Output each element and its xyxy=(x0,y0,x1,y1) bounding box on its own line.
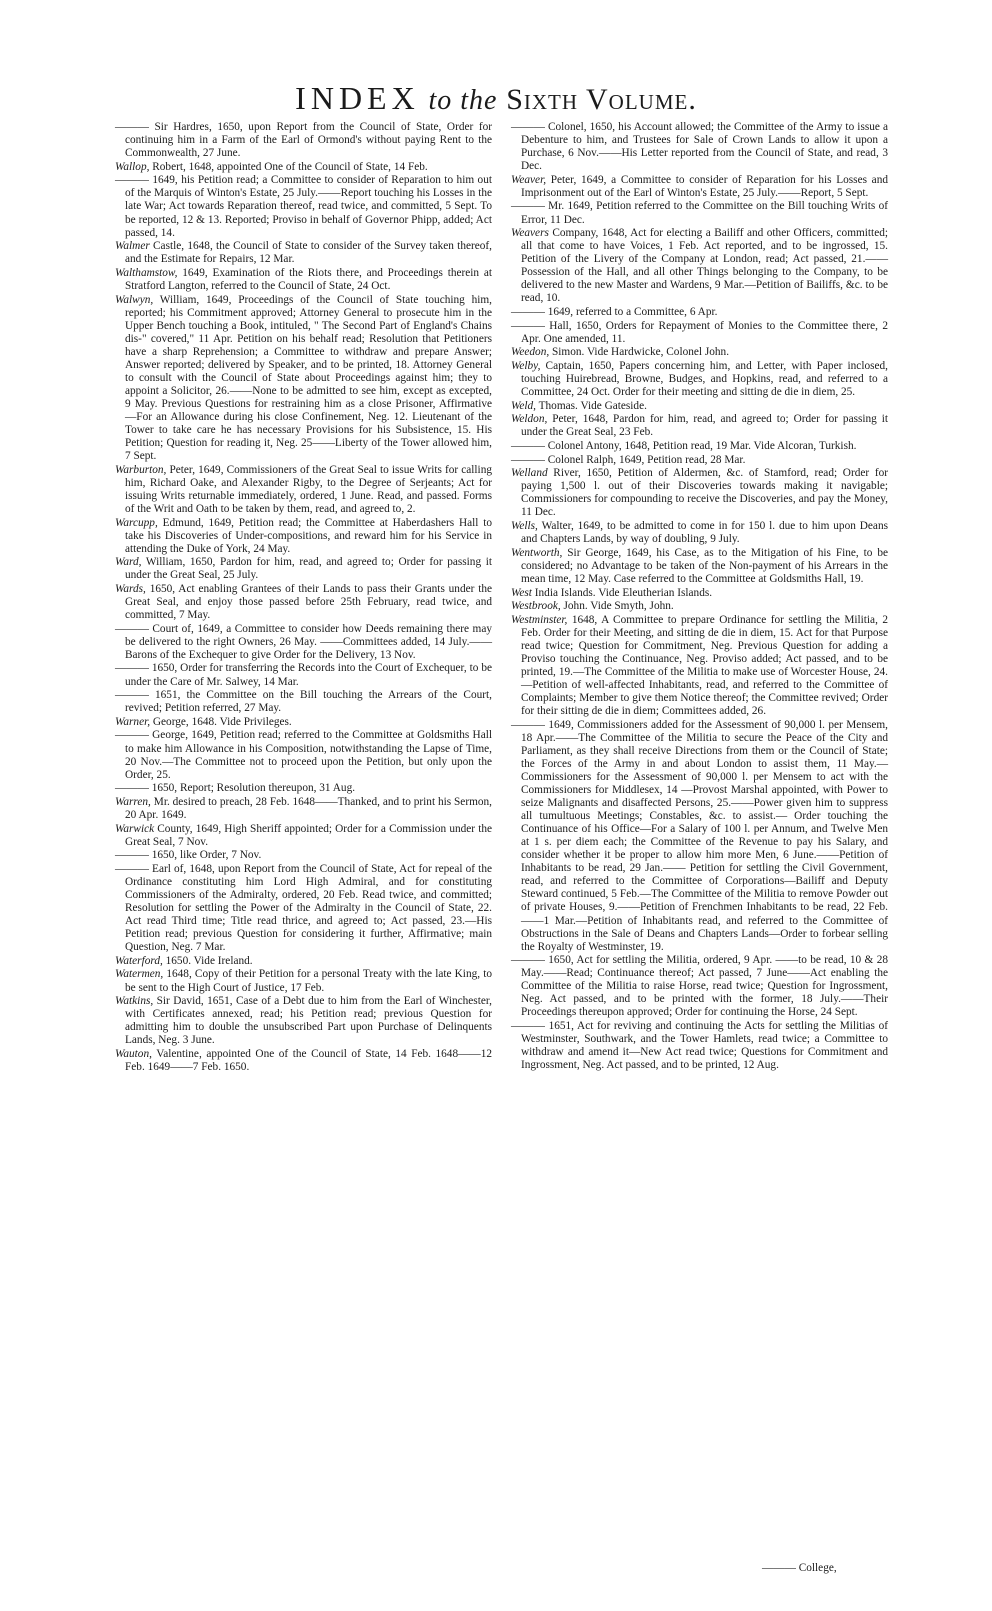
entry-text: Peter, 1648, Pardon for him, read, and agreed to; Order for passing it under the Great Seal, 23 Feb. xyxy=(521,413,888,439)
entry-headword: Warcupp, xyxy=(115,516,158,529)
header-index: INDEX xyxy=(295,80,420,116)
index-entry xyxy=(511,600,888,613)
entry-headword: Wards, xyxy=(115,582,146,595)
entry-headword: Wauton, xyxy=(115,1047,152,1060)
entry-headword: Weedon, xyxy=(511,346,550,359)
index-entry xyxy=(115,294,492,464)
entry-text: Simon. Vide Hardwicke, Colonel John. xyxy=(549,346,730,359)
index-entry xyxy=(511,200,888,226)
index-entry xyxy=(511,467,888,519)
index-entry xyxy=(115,240,492,266)
index-entry xyxy=(115,174,492,239)
entry-headword: Ward, xyxy=(115,556,142,569)
index-entry xyxy=(511,227,888,305)
entry-headword: Warner, xyxy=(115,715,151,728)
entry-text: 1650. Vide Ireland. xyxy=(162,954,253,967)
entry-headword: Welland xyxy=(511,467,548,480)
index-entry xyxy=(115,823,492,849)
index-entry xyxy=(115,729,492,781)
entry-headword: Walwyn, xyxy=(115,293,154,306)
entry-text: ——— Mr. 1649, Petition referred to the Committee on the Bill touching Writs of Error, 11 Dec. xyxy=(511,200,888,226)
entry-text: John. Vide Smyth, John. xyxy=(560,600,674,613)
entry-text: ——— 1649, referred to a Committee, 6 Apr. xyxy=(511,306,718,319)
entry-headword: Weldon, xyxy=(511,413,548,426)
entry-text: 1648, Copy of their Petition for a personal Treaty with the late King, to be sent to the High Court of Justice, 17 Feb. xyxy=(125,968,492,994)
index-entry xyxy=(115,863,492,954)
index-entry xyxy=(511,614,888,718)
index-entry xyxy=(511,346,888,359)
entry-text: India Islands. Vide Eleutherian Islands. xyxy=(531,586,713,599)
index-entry xyxy=(115,849,492,862)
entry-text: ——— 1651, Act for reviving and continuing the Acts for settling the Militias of Westminster, Southwark, and the Tower Hamlets, read twice; a Committee to withdraw and amend it—New Act read twice; Questions for Commitment and Ingrossment, Neg. Act passed, and to be printed, 12 Aug. xyxy=(511,1020,888,1072)
entry-text: ——— George, 1649, Petition read; referred to the Committee at Goldsmiths Hall to make him Allowance in his Composition, notwithstanding the Lapse of Time, 20 Nov.—The Committee not to proceed upon the Petition, but only upon the Order, 25. xyxy=(115,729,492,781)
index-entry xyxy=(511,454,888,467)
index-entry xyxy=(511,520,888,546)
entry-text: ——— Earl of, 1648, upon Report from the Council of State, Act for repeal of the Ordinance constituting him Lord High Admiral, and for constituting Commissioners of the Admiralty, ordered, 20 Feb. Read twice, and committed; Resolution for settling the Power of the Admiralty in the Council of State, 22. Act read Third time; Title read thrice, and agreed to; Act passed, 23.—His Petition read; previous Question for considering it further, Affirmative; main Question, Neg. 7 Mar. xyxy=(115,862,492,954)
entry-text: ——— Colonel, 1650, his Account allowed; the Committee of the Army to issue a Debenture to him, and Trustees for Sale of Crown Lands to allow it upon a Purchase, 6 Nov.——His Letter reported from the Council of State, and read, 3 Dec. xyxy=(511,121,888,173)
index-entry xyxy=(115,517,492,556)
entry-text: Captain, 1650, Papers concerning him, and Letter, with Paper inclosed, touching Huirebread, Browne, Budges, and Hopkins, read, and referred to a Committee, 24 Oct. Order for their meeting and sitting de die in diem, 25. xyxy=(521,360,888,399)
index-entry xyxy=(115,464,492,516)
entry-text: Castle, 1648, the Council of State to consider of the Survey taken thereof, and the Estimate for Repairs, 12 Mar. xyxy=(125,240,492,266)
entry-text: Walter, 1649, to be admitted to come in for 150 l. due to him upon Deans and Chapters Lands, by way of doubling, 9 July. xyxy=(521,520,888,546)
entry-headword: Wallop, xyxy=(115,160,150,173)
index-entry xyxy=(511,547,888,586)
entry-headword: Waterford, xyxy=(115,954,163,967)
entry-text: Robert, 1648, appointed One of the Council of State, 14 Feb. xyxy=(149,160,428,173)
entry-headword: Weavers xyxy=(511,227,549,240)
entry-headword: Westminster, xyxy=(511,613,568,626)
entry-text: ——— Colonel Ralph, 1649, Petition read, 28 Mar. xyxy=(511,453,746,466)
index-entry xyxy=(511,440,888,453)
index-entry xyxy=(115,556,492,582)
header-volume: Sixth Volume. xyxy=(506,83,697,116)
index-entry xyxy=(115,662,492,688)
entry-text: William, 1650, Pardon for him, read, and agreed to; Order for passing it under the Great Seal, 25 July. xyxy=(125,556,492,582)
entry-text: William, 1649, Proceedings of the Council of State touching him, reported; his Commitment approved; Attorney General to prosecute him in the Upper Bench touching a Book, intituled, " The Second Part of England's Chains dis-" covered," 11 Apr. Petition on his behalf read; Resolution that Petitioners have a sharp Reprehension; a Committee to withdraw and prepare Answer; Answer reported; delivered by Speaker, and to be printed, 18. Attorney General to consult with the Council of State about Proceedings against him; they to appoint a Solicitor, 26.——None to be admitted to see him, except as excepted, 9 May. Previous Questions for restraining him as a close Prisoner, Affirmative —For an Allowance during his close Confinement, Neg. 12. Lieutenant of the Tower to take care he has necessary Provisions for his Subsistence, 15. His Petition; Question for reading it, Neg. 25——Liberty of the Tower allowed him, 7 Sept. xyxy=(125,293,492,463)
entry-text: ——— 1650, Report; Resolution thereupon, 31 Aug. xyxy=(115,782,356,795)
index-entry xyxy=(115,995,492,1047)
entry-text: Sir David, 1651, Case of a Debt due to him from the Earl of Winchester, with Certificates annexed, read; his Petition read; previous Question for admitting him to double the unsubscribed Part upon Purchase of Delinquents Lands, Neg. 3 June. xyxy=(125,995,492,1047)
page-header xyxy=(0,80,992,117)
entry-headword: Walmer xyxy=(115,240,150,253)
index-entry xyxy=(511,360,888,399)
catchword: ——— College, xyxy=(762,1562,837,1574)
index-entry xyxy=(115,121,492,160)
entry-text: Valentine, appointed One of the Council of State, 14 Feb. 1648——12 Feb. 1649——7 Feb. 1650. xyxy=(125,1047,492,1073)
index-entry xyxy=(511,121,888,173)
index-entry xyxy=(115,968,492,994)
entry-text: ——— 1649, his Petition read; a Committee to consider of Reparation to him out of the Marquis of Winton's Estate, 25 July.——Report touching his Losses in the late War; Act towards Reparation thereof, read twice, and committed, 5 Sept. To be reported, 12 & 13. Reported; Proviso in behalf of Governor Phipp, added; Act passed, 14. xyxy=(115,174,492,239)
entry-text: ——— 1650, Order for transferring the Records into the Court of Exchequer, to be under the Care of Mr. Salwey, 14 Mar. xyxy=(115,662,492,688)
entry-text: Thomas. Vide Gateside. xyxy=(536,399,647,412)
entry-text: River, 1650, Petition of Aldermen, &c. of Stamford, read; Order for paying 1,500 l. out of their Discoveries towards making it navigable; Commissioners for compounding to receive the Discoveries, and pay the Money, 11 Dec. xyxy=(521,467,888,519)
entry-text: Peter, 1649, Commissioners of the Great Seal to issue Writs for calling him, Richard Oake, and Alexander Rigby, to the Degree of Serjeants; Act for issuing Writs returnable immediately, ordered, 1 June. Read, and passed. Forms of the Writ and Oath to be taken by them, read, and agreed to, 2. xyxy=(125,463,492,515)
index-entry xyxy=(511,954,888,1019)
entry-text: ——— 1650, like Order, 7 Nov. xyxy=(115,849,262,862)
index-entry xyxy=(511,306,888,319)
entry-headword: Weld, xyxy=(511,399,536,412)
entry-text: Mr. desired to preach, 28 Feb. 1648——Thanked, and to print his Sermon, 20 Apr. 1649. xyxy=(125,795,492,821)
entry-headword: Weaver, xyxy=(511,173,547,186)
entry-headword: Watermen, xyxy=(115,968,164,981)
index-entry xyxy=(115,796,492,822)
index-entry xyxy=(115,716,492,729)
entry-text: ——— Colonel Antony, 1648, Petition read, 19 Mar. Vide Alcoran, Turkish. xyxy=(511,440,857,453)
entry-text: County, 1649, High Sheriff appointed; Order for a Commission under the Great Seal, 7 Nov. xyxy=(125,822,492,848)
entry-text: 1650, Act enabling Grantees of their Lands to pass their Grants under the Great Seal, and enjoy those passed before 25th February, read twice, and committed, 7 May. xyxy=(125,582,492,622)
index-entry xyxy=(115,267,492,293)
entry-text: Peter, 1649, a Committee to consider of Reparation for his Losses and Imprisonment out of the Earl of Winton's Estate, 25 July.——Report, 5 Sept. xyxy=(521,173,888,199)
entry-text: George, 1648. Vide Privileges. xyxy=(150,715,292,728)
index-entry xyxy=(115,782,492,795)
index-entry xyxy=(511,587,888,600)
index-entry xyxy=(115,623,492,662)
index-entry xyxy=(511,413,888,439)
entry-headword: West xyxy=(511,586,532,599)
right-column xyxy=(511,121,888,1073)
entry-text: ——— 1650, Act for settling the Militia, ordered, 9 Apr. ——to be read, 10 & 28 May.——Read; Continuance thereof; Act passed, 7 June——Act enabling the Committee of the Militia to raise Horse, read twice; Question for Ingrossment, Neg. Act passed, and to be printed with the former, 18 July.——Their Proceedings thereupon approved; Order for continuing the Horse, 24 Sept. xyxy=(511,954,888,1019)
entry-text: Company, 1648, Act for electing a Bailiff and other Officers, committed; all that come to have Voices, 1 Feb. Act reported, and to be ingrossed, 15. Petition of the Livery of the Company at London, read; Act passed, 21.——Possession of the Hall, and all other Things belonging to the Company, to be delivered to the new Master and Wardens, 9 Mar.—Petition of Bailiffs, &c. to be read, 10. xyxy=(521,227,888,305)
entry-text: ——— 1649, Commissioners added for the Assessment of 90,000 l. per Mensem, 18 Apr.——The Committee of the Militia to secure the Peace of the City and Parliament, as they shall receive Directions from them or the Council of State; the Forces of the Army in and about London to assist them, 11 May.—Commissioners for the Assessment of 90,000 l. per Mensem to act with the Commissioners for Middlesex, 14 —Provost Marshal appointed, with Power to seize Malignants and disaffected Persons, 25.——Power given him to suppress all tumultuous Meetings; Constables, &c. to assist.— Order touching the Continuance of his Office—For a Salary of 100 l. per Annum, and Twelve Men at 1 s. per diem each; the Committee of the Revenue to pay his Salary, and consider whether it be proper to allow him more Men, 6 June.——Petition of Inhabitants to be read, 29 Jan.—— Petition for settling the Civil Government, read, and referred to the Committee of Corporations—Bailiff and Deputy Steward continued, 5 Feb.—The Committee of the Militia to remove Powder out of private Houses, 9.——Petition of Frenchmen Inhabitants to be read, 22 Feb.——1 Mar.—Petition of Inhabitants read, and referred to the Committee of Obstructions in the Sale of Deans and Chapters Lands—Order to forbear selling the Royalty of Westminster, 19. xyxy=(511,718,888,953)
entry-headword: Welby, xyxy=(511,360,541,372)
index-entry xyxy=(511,174,888,200)
index-entry xyxy=(115,955,492,968)
entry-text: 1649, Examination of the Riots there, and Proceedings therein at Stratford Langton, referred to the Council of State, 24 Oct. xyxy=(125,266,492,292)
entry-headword: Warren, xyxy=(115,795,151,808)
header-to-the: to the xyxy=(428,85,498,116)
entry-headword: Watkins, xyxy=(115,995,154,1008)
index-entry xyxy=(115,689,492,715)
index-entry xyxy=(115,583,492,622)
entry-text: ——— Court of, 1649, a Committee to consider how Deeds remaining there may be delivered to the right Owners, 26 May. ——Committees added, 14 July.——Barons of the Exchequer to give Order for the Delivery, 13 Nov. xyxy=(115,622,492,661)
index-entry xyxy=(511,400,888,413)
entry-text: Sir George, 1649, his Case, as to the Mitigation of his Fine, to be considered; no Advantage to be taken of the Non-payment of his Arrears in the mean time, 12 May. Case referred to the Committee at Goldsmiths Hall, 19. xyxy=(521,546,888,585)
entry-text: Edmund, 1649, Petition read; the Committee at Haberdashers Hall to take his Discoveries of Under-compositions, and reward him for his Service in attending the Duke of York, 24 May. xyxy=(125,516,492,555)
index-entry xyxy=(511,1020,888,1072)
entry-headword: Wentworth, xyxy=(511,546,563,559)
index-entry xyxy=(511,719,888,954)
entry-text: ——— Sir Hardres, 1650, upon Report from the Council of State, Order for continuing him in a Farm of the Earl of Ormond's without paying Rent to the Commonwealth, 27 June. xyxy=(115,121,492,160)
entry-headword: Wells, xyxy=(511,520,538,533)
entry-text: ——— 1651, the Committee on the Bill touching the Arrears of the Court, revived; Petition referred, 27 May. xyxy=(115,689,492,715)
entry-headword: Warburton, xyxy=(115,463,167,476)
entry-headword: Westbrook, xyxy=(511,600,561,613)
index-entry xyxy=(115,1048,492,1074)
entry-text: 1648, A Committee to prepare Ordinance for settling the Militia, 2 Feb. Order for their Meeting, and sitting de die in diem, 15. Act for that Purpose read twice; Question for Commitment, Neg. Previous Question for adding a Proviso touching the Continuance, Neg. Proviso added; Act passed, and to be printed, 19.—The Committee of the Militia to make use of Worcester House, 24.—Petition of well-affected Inhabitants, read, and referred to the Committee of Complaints; Member to give them Notice thereof; the Committee revived; Order for their sitting de die in diem; Committees added, 26. xyxy=(521,613,888,718)
entry-headword: Walthamstow, xyxy=(115,266,178,279)
entry-text: ——— Hall, 1650, Orders for Repayment of Monies to the Committee there, 2 Apr. One amended, 11. xyxy=(511,319,888,345)
index-entry xyxy=(511,320,888,346)
entry-headword: Warwick xyxy=(115,822,155,835)
left-column xyxy=(115,121,492,1075)
index-entry xyxy=(115,161,492,174)
